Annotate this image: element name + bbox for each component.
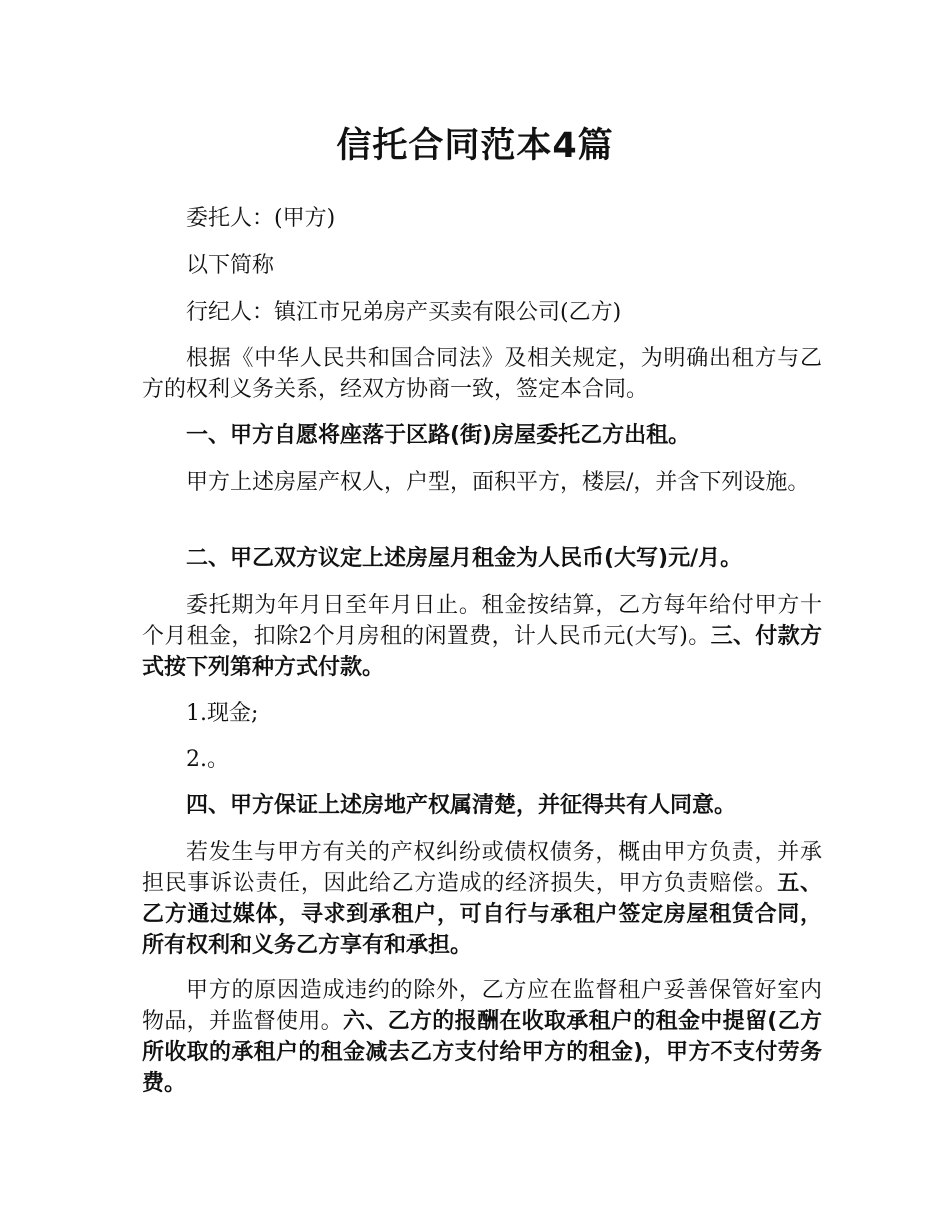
paragraph-text: 委托期为年月日至年月日止。租金按结算，乙方每年给付甲方十个月租金，扣除2个月房租的闲置费，计人民币元(大写)。 [142, 593, 822, 649]
paragraph-agent [142, 297, 822, 328]
clause-heading-2 [142, 543, 822, 574]
paragraph-supervision [142, 975, 822, 1099]
clause-heading: 六、乙方的报酬在收取承租户的租金中提留(乙方所收取的承租户的租金减去乙方支付给甲方的租金)，甲方不支付劳务费。 [142, 1009, 822, 1096]
paragraph-term-and-payment [142, 590, 822, 683]
paragraph-text: 委托人：(甲方) [186, 206, 336, 231]
paragraph-text: 甲方的原因造成违约的除外，乙方应在监督租户妥善保管好室内物品，并监督使用。 [142, 978, 822, 1034]
paragraph-abbreviation [142, 250, 822, 281]
paragraph-property [142, 467, 822, 498]
list-item-2 [142, 744, 822, 775]
clause-heading: 五、乙方通过媒体，寻求到承租户，可自行与承租户签定房屋租赁合同，所有权利和义务乙方享有和承担。 [142, 871, 822, 958]
clause-heading: 二、甲乙双方议定上述房屋月租金为人民币(大写)元/月。 [186, 546, 743, 571]
paragraph-text: 甲方上述房屋产权人，户型，面积平方，楼层/，并含下列设施。 [186, 470, 810, 495]
list-item-cash [142, 698, 822, 729]
document-title: 信托合同范本4篇 [336, 126, 614, 166]
paragraph-dispute [142, 837, 822, 961]
paragraph-text: 若发生与甲方有关的产权纠纷或债权债务，概由甲方负责，并承担民事诉讼责任，因此给乙方造成的经济损失，甲方负责赔偿。 [142, 840, 822, 896]
clause-heading-4 [142, 790, 822, 821]
paragraph-principal [142, 203, 822, 234]
paragraph-text: 2.。 [186, 747, 229, 772]
clause-heading: 三、付款方式按下列第种方式付款。 [142, 624, 822, 680]
paragraph-preamble [142, 343, 822, 405]
paragraph-text: 行纪人：镇江市兄弟房产买卖有限公司(乙方) [186, 300, 622, 325]
paragraph-text: 根据《中华人民共和国合同法》及相关规定，为明确出租方与乙方的权利义务关系，经双方协商一致，签定本合同。 [142, 346, 822, 402]
clause-heading: 四、甲方保证上述房地产权属清楚，并征得共有人同意。 [186, 793, 737, 818]
paragraph-text: 1.现金; [186, 701, 259, 726]
paragraph-text: 以下简称 [186, 253, 275, 278]
clause-heading-1 [142, 420, 822, 451]
clause-heading: 一、甲方自愿将座落于区路(街)房屋委托乙方出租。 [186, 423, 691, 448]
